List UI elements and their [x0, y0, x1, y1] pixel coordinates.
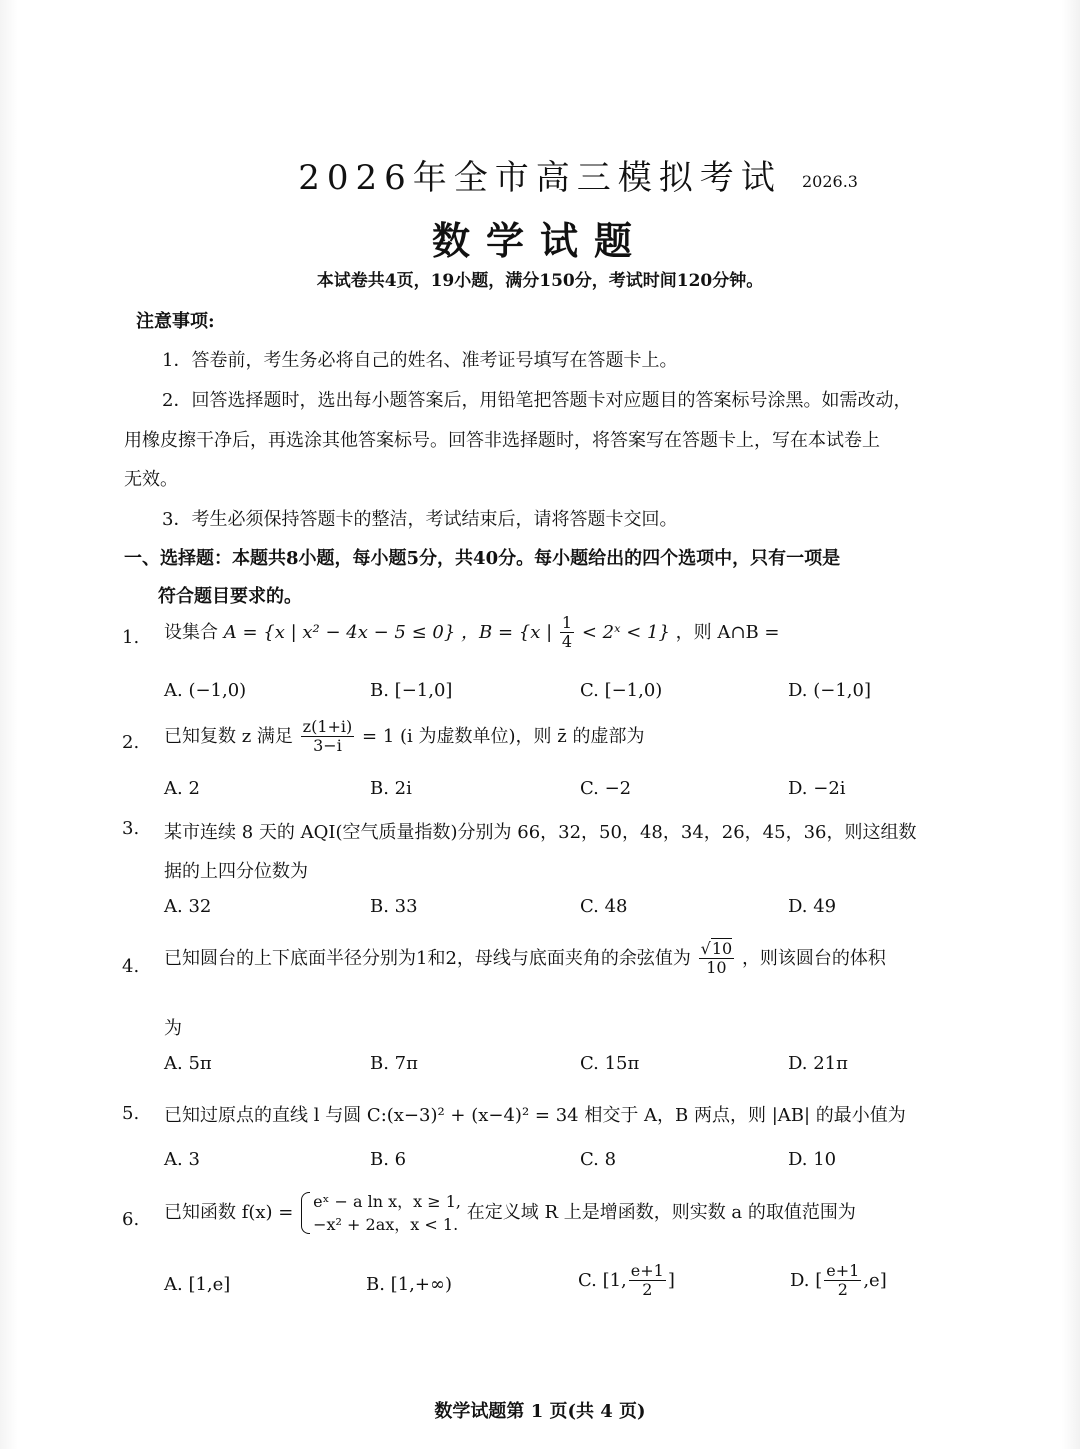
q6-case-2: −x² + 2ax，x < 1. [313, 1215, 459, 1235]
q5-option-d[interactable]: D. 10 [788, 1149, 837, 1170]
q5-option-a[interactable]: A. 3 [164, 1149, 200, 1170]
q6-option-d-fraction [824, 1262, 861, 1300]
q2-fraction [301, 718, 355, 756]
question-3-line-2: 据的上四分位数为 [164, 861, 308, 882]
question-number: 2. [122, 732, 140, 753]
q3-option-a[interactable]: A. 32 [164, 896, 212, 917]
q2-fraction-den: 3−i [313, 736, 342, 756]
q1-set-b-suffix: < 2ˣ < 1} [581, 621, 670, 643]
q4-fraction-den: 10 [706, 958, 727, 978]
q6-option-b[interactable]: B. [1,+∞) [366, 1274, 452, 1295]
q6-case-1: eˣ − a ln x，x ≥ 1, [313, 1192, 461, 1211]
q1-tail: ，则 A∩B = [675, 621, 780, 643]
question-1-stem [164, 614, 779, 652]
q4-fraction-num: √10 [700, 939, 733, 958]
q6-option-d[interactable] [790, 1262, 887, 1300]
question-3-line-1: 某市连续 8 天的 AQI(空气质量指数)分别为 66，32，50，48，34，26，45，36，则这组数 [164, 822, 917, 843]
q4-option-d[interactable]: D. 21π [788, 1053, 848, 1074]
q6-option-d-prefix: D. [ [790, 1269, 823, 1291]
question-2-stem [164, 718, 644, 756]
notice-item-1: 1．答卷前，考生务必将自己的姓名、准考证号填写在答题卡上。 [162, 350, 678, 371]
q2-option-b[interactable]: B. 2i [370, 778, 412, 799]
subject-title: 数学试题 [431, 218, 648, 263]
q6-option-c-fraction [629, 1262, 666, 1300]
notice-item-2-line-2: 用橡皮擦干净后，再选涂其他答案标号。回答非选择题时，将答案写在答题卡上，写在本试卷上 [124, 430, 880, 451]
q6-prefix: 已知函数 f(x) = [164, 1202, 294, 1224]
q3-option-d[interactable]: D. 49 [788, 896, 837, 917]
question-number: 1. [122, 627, 140, 648]
q6-tail: 在定义域 R 上是增函数，则实数 a 的取值范围为 [466, 1202, 856, 1224]
question-4-line-2: 为 [164, 1018, 182, 1039]
q4-fraction [699, 940, 735, 978]
exam-title: 2026年全市高三模拟考试 [298, 158, 782, 198]
q5-option-c[interactable]: C. 8 [580, 1149, 617, 1170]
q1-fraction-den: 4 [561, 632, 573, 652]
notice-heading: 注意事项: [136, 311, 215, 332]
notice-item-2-line-3: 无效。 [124, 469, 178, 490]
q6-option-c-suffix: ] [667, 1269, 675, 1291]
q1-option-c[interactable]: C. [−1,0) [580, 680, 663, 701]
q6-option-c-num: e+1 [630, 1261, 664, 1280]
section-heading-line-2: 符合题目要求的。 [158, 586, 302, 607]
question-5-stem: 已知过原点的直线 l 与圆 C:(x−3)² + (x−4)² = 34 相交于 A，B 两点，则 |AB| 的最小值为 [164, 1105, 906, 1126]
q6-option-c[interactable] [578, 1262, 675, 1300]
q4-tail: ，则该圆台的体积 [741, 947, 886, 969]
q3-option-b[interactable]: B. 33 [370, 896, 418, 917]
q2-option-d[interactable]: D. −2i [788, 778, 846, 799]
q6-option-a[interactable]: A. [1,e] [164, 1274, 231, 1295]
q4-option-c[interactable]: C. 15π [580, 1053, 640, 1074]
question-number: 6. [122, 1209, 140, 1230]
q6-option-d-den: 2 [837, 1280, 848, 1300]
q4-sqrt-radicand: 10 [711, 939, 733, 958]
exam-info: 本试卷共4页，19小题，满分150分，考试时间120分钟。 [316, 271, 764, 291]
q2-fraction-num: z(1+i) [302, 717, 353, 736]
exam-date: 2026.3 [802, 172, 858, 191]
question-number: 4. [122, 956, 140, 977]
q3-option-c[interactable]: C. 48 [580, 896, 628, 917]
q6-option-d-suffix: ,e] [863, 1269, 887, 1291]
q4-option-a[interactable]: A. 5π [164, 1053, 212, 1074]
q1-set-a: A = {x | x² − 4x − 5 ≤ 0} [223, 621, 456, 643]
notice-item-2-line-1: 2．回答选择题时，选出每小题答案后，用铅笔把答题卡对应题目的答案标号涂黑。如需改动， [162, 390, 912, 411]
q2-option-c[interactable]: C. −2 [580, 778, 632, 799]
q5-option-b[interactable]: B. 6 [370, 1149, 407, 1170]
q4-option-b[interactable]: B. 7π [370, 1053, 418, 1074]
section-heading-line-1: 一、选择题：本题共8小题，每小题5分，共40分。每小题给出的四个选项中，只有一项是 [124, 548, 841, 569]
q1-option-a[interactable]: A. (−1,0) [164, 680, 247, 701]
q6-option-d-num: e+1 [826, 1261, 860, 1280]
q1-option-b[interactable]: B. [−1,0] [370, 680, 453, 701]
q6-option-c-prefix: C. [1, [578, 1269, 627, 1291]
q1-fraction-num: 1 [561, 613, 573, 632]
q2-tail: = 1 (i 为虚数单位)，则 z̄ 的虚部为 [362, 725, 645, 747]
q6-piecewise [299, 1190, 461, 1236]
q2-prefix: 已知复数 z 满足 [164, 725, 293, 747]
q1-set-b-prefix: ，B = {x | [461, 621, 553, 643]
q1-option-d[interactable]: D. (−1,0] [788, 680, 871, 701]
question-number: 3. [122, 818, 140, 839]
q6-option-c-den: 2 [642, 1280, 653, 1300]
question-number: 5. [122, 1103, 140, 1124]
q2-option-a[interactable]: A. 2 [164, 778, 200, 799]
q1-fraction [560, 614, 574, 652]
page-footer: 数学试题第 1 页(共 4 页) [434, 1401, 646, 1422]
question-4-stem [164, 940, 886, 978]
q4-prefix: 已知圆台的上下底面半径分别为1和2，母线与底面夹角的余弦值为 [164, 947, 691, 969]
q1-prefix: 设集合 [164, 621, 218, 643]
notice-item-3: 3．考生必须保持答题卡的整洁，考试结束后，请将答题卡交回。 [162, 509, 678, 530]
question-6-stem [164, 1190, 856, 1236]
